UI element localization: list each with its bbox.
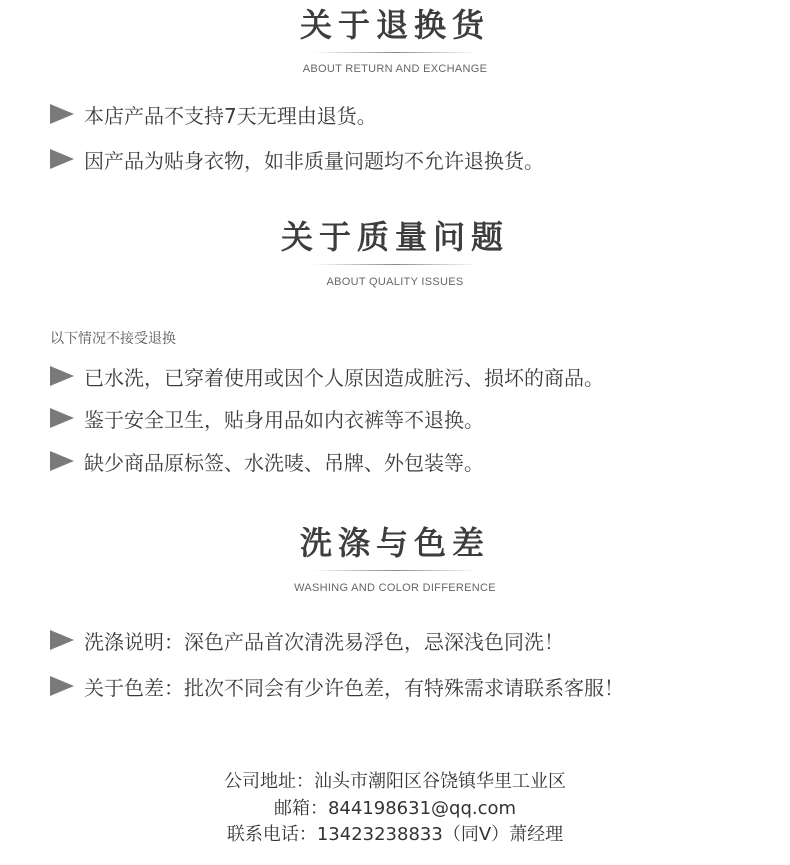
list-item [50,448,484,474]
list-item [50,101,377,127]
list-item-text: 关于色差：批次不同会有少许色差，有特殊需求请联系客服！ [84,675,624,700]
section-title-quality: 关于质量问题 [280,218,509,256]
section-note: 以下情况不接受退换 [50,331,176,347]
section-subtitle-quality: ABOUT QUALITY ISSUES [326,276,464,288]
list-item-text: 鉴于安全卫生，贴身用品如内衣裤等不退换。 [84,407,484,432]
list-item [50,405,484,431]
section-title-washing: 洗涤与色差 [299,524,490,562]
section-subtitle-return: ABOUT RETURN AND EXCHANGE [302,63,488,75]
section-divider [312,52,478,53]
company-address: 公司地址：汕头市潮阳区谷饶镇华里工业区 [224,771,566,792]
list-item-text: 洗涤说明：深色产品首次清洗易浮色，忌深浅色同洗！ [84,629,564,654]
arrow-right-icon [50,451,74,471]
arrow-right-icon [50,149,74,169]
arrow-right-icon [50,366,74,386]
contact-email: 邮箱：844198631@qq.com [273,798,517,819]
list-item-text: 缺少商品原标签、水洗唛、吊牌、外包装等。 [84,450,484,475]
contact-phone: 联系电话：13423238833（同V）萧经理 [226,824,564,845]
section-subtitle-washing: WASHING AND COLOR DIFFERENCE [294,582,496,594]
list-item-text: 已水洗，已穿着使用或因个人原因造成脏污、损坏的商品。 [84,365,604,390]
list-item [50,673,624,699]
list-item [50,627,564,653]
arrow-right-icon [50,104,74,124]
list-item [50,146,544,172]
list-item [50,363,604,389]
arrow-right-icon [50,630,74,650]
list-item-text: 本店产品不支持7天无理由退货。 [84,103,377,128]
section-title-return: 关于退换货 [299,6,490,44]
section-divider [312,570,478,571]
section-divider [312,264,478,265]
arrow-right-icon [50,408,74,428]
list-item-text: 因产品为贴身衣物，如非质量问题均不允许退换货。 [84,148,544,173]
arrow-right-icon [50,676,74,696]
